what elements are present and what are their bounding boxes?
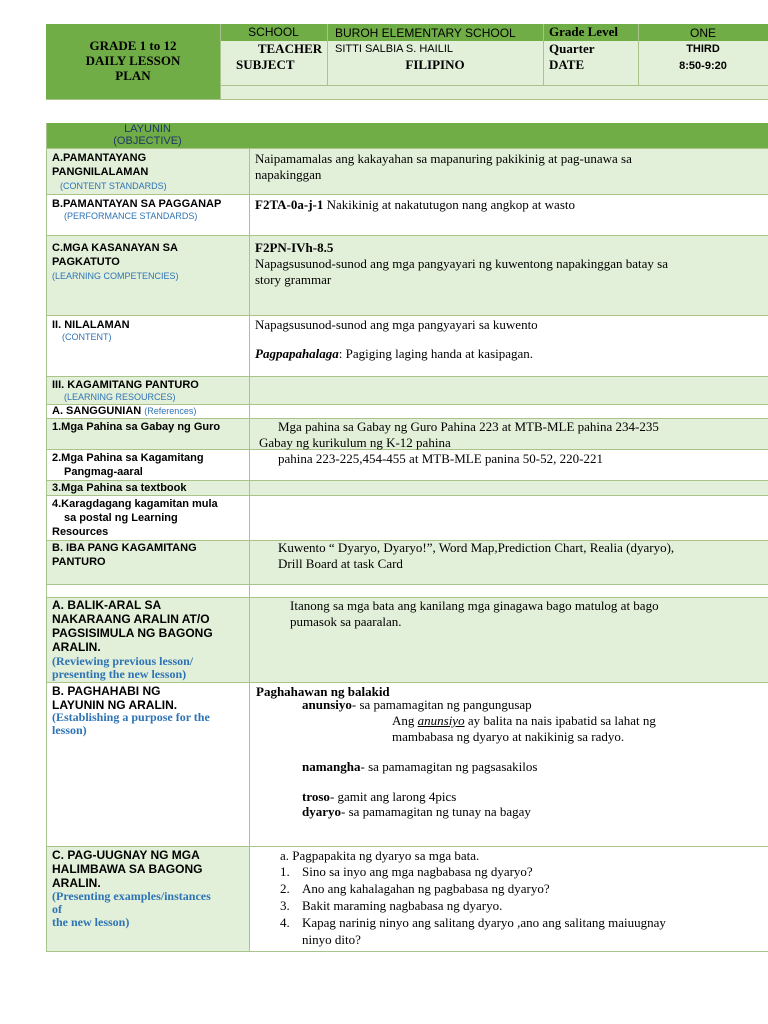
examples-item-text: Ano ang kahalagahan ng pagbabasa ng dyaryo? (302, 881, 550, 896)
additional-materials-label-line3: Resources (52, 526, 109, 538)
vocab-troso (302, 789, 456, 805)
vocab-anunsiyo (302, 697, 532, 713)
additional-materials-label (52, 497, 218, 539)
objective-title-line2: (OBJECTIVE) (113, 135, 182, 147)
examples-item-num: 3. (280, 898, 290, 913)
learning-competencies-text (255, 240, 668, 288)
content-label: II. NILALAMAN (52, 319, 130, 331)
vocab-dyaryo (302, 804, 531, 820)
vocab-word: namangha (302, 759, 361, 774)
references-sub: (References) (144, 406, 197, 416)
purpose-label-line2: LAYUNIN NG ARALIN. (52, 698, 178, 712)
review-sub-line2: presenting the new lesson) (52, 667, 187, 681)
references-label-text: A. SANGGUNIAN (52, 405, 142, 417)
content-values-label: Pagpapahalaga (255, 346, 339, 361)
examples-item-text: Bakit maraming nagbabasa ng dyaryo. (302, 898, 503, 913)
content-text: Napagsusunod-sunod ang mga pangyayari sa kuwento (255, 317, 538, 332)
content-sub: (CONTENT) (62, 332, 112, 342)
purpose-sub-line2: lesson) (52, 723, 87, 737)
performance-standards-code: F2TA-0a-j-1 (255, 197, 324, 212)
vocab-example-word: anunsiyo (417, 713, 465, 728)
date-value: 8:50-9:20 (679, 60, 727, 72)
examples-label-line2: HALIMBAWA SA BAGONG (52, 862, 203, 876)
examples-item (280, 881, 760, 898)
examples-list (280, 864, 760, 949)
examples-item (280, 898, 760, 915)
references-label (52, 404, 196, 418)
header-title-line: PLAN (115, 68, 151, 83)
objective-title (46, 123, 249, 147)
content-standards-label-line2: PANGNILALAMAN (52, 166, 149, 178)
vocab-example-post: ay balita na nais ipabatid sa lahat ng (464, 713, 656, 728)
subject-value: FILIPINO (405, 57, 465, 72)
examples-sub (52, 890, 211, 929)
examples-item-num: 1. (280, 864, 290, 879)
learner-materials-text: pahina 223-225,454-455 at MTB-MLE panina 50-52, 220-221 (278, 451, 603, 466)
vocab-def: - sa pamamagitan ng tunay na bagay (341, 804, 531, 819)
content-values-text: : Pagiging laging handa at kasipagan. (338, 346, 534, 361)
header-bottom-row (220, 86, 768, 99)
examples-item-cont-text: ninyo dito? (302, 932, 361, 947)
purpose-sub-line1: (Establishing a purpose for the (52, 710, 210, 724)
content-values (255, 346, 533, 362)
learning-competencies-text-line2: story grammar (255, 272, 332, 287)
examples-item-cont (280, 932, 760, 949)
vocab-example-pre: Ang (392, 713, 418, 728)
examples-sub-line1: (Presenting examples/instances (52, 889, 211, 903)
resources-sub: (LEARNING RESOURCES) (64, 392, 176, 402)
review-label-line3: PAGSISIMULA NG BAGONG (52, 626, 213, 640)
school-value: BUROH ELEMENTARY SCHOOL (335, 26, 516, 40)
review-label-line1: A. BALIK-ARAL SA (52, 598, 162, 612)
learning-competencies-label-line2: PAGKATUTO (52, 256, 120, 268)
examples-item-num: 2. (280, 881, 290, 896)
quarter-label: Quarter (549, 41, 595, 56)
content-standards-text (255, 151, 632, 183)
other-resources-label-line1: B. IBA PANG KAGAMITANG (52, 542, 197, 554)
teacher-guide-label: 1.Mga Pahina sa Gabay ng Guro (52, 421, 221, 433)
learning-competencies-sub: (LEARNING COMPETENCIES) (52, 271, 179, 281)
purpose-sub (52, 711, 210, 737)
examples-label-line3: ARALIN. (52, 876, 101, 890)
vocab-def: - sa pamamagitan ng pagsasakilos (360, 759, 538, 774)
review-label-line2: NAKARAANG ARALIN AT/O (52, 612, 210, 626)
vocab-word: anunsiyo (302, 697, 352, 712)
grade-level-value: ONE (689, 26, 716, 40)
unlocking-heading: Paghahawan ng balakid (256, 684, 390, 699)
performance-standards-text (255, 197, 575, 213)
examples-item (280, 864, 760, 881)
content-standards-text-line1: Naipamamalas ang kakayahan sa mapanuring pakikinig at pag-unawa sa (255, 151, 632, 166)
header-title (46, 38, 220, 83)
vocab-def: - sa pamamagitan ng pangungusap (351, 697, 532, 712)
content-standards-label (52, 151, 148, 179)
examples-item-text: Kapag narinig ninyo ang salitang dyaryo ,ano ang salitang maiuugnay (302, 915, 666, 930)
review-text-line1: Itanong sa mga bata ang kanilang mga ginagawa bago matulog at bago (290, 598, 659, 613)
examples-sub-line2: of (52, 902, 62, 916)
teacher-guide-text-line1: Mga pahina sa Gabay ng Guro Pahina 223 at MTB-MLE pahina 234-235 (278, 419, 659, 434)
vocab-example-line2: mambabasa ng dyaryo at nakikinig sa radyo. (392, 729, 625, 744)
header-title-line: GRADE 1 to 12 (89, 38, 177, 53)
review-sub (52, 655, 193, 681)
examples-intro: a. Pagpapakita ng dyaryo sa mga bata. (280, 848, 480, 863)
purpose-label (52, 684, 177, 712)
learner-materials-label-line1: 2.Mga Pahina sa Kagamitang (52, 452, 204, 464)
objective-title-line1: LAYUNIN (124, 123, 171, 135)
purpose-label-line1: B. PAGHAHABI NG (52, 684, 161, 698)
other-resources-label (52, 541, 197, 569)
content-standards-sub: (CONTENT STANDARDS) (60, 181, 167, 191)
examples-label (52, 848, 202, 890)
teacher-guide-text-line2: Gabay ng kurikulum ng K-12 pahina (259, 435, 451, 450)
other-resources-text-line2: Drill Board at task Card (278, 556, 403, 571)
content-standards-text-line2: napakinggan (255, 167, 322, 182)
vocab-example (392, 713, 656, 729)
performance-standards-desc: Nakikinig at nakatutugon nang angkop at wasto (323, 197, 575, 212)
grade-level-label: Grade Level (549, 24, 618, 39)
school-label: SCHOOL (248, 25, 299, 39)
review-label-line4: ARALIN. (52, 640, 101, 654)
teacher-guide-text (259, 419, 659, 451)
other-resources-text (278, 540, 674, 572)
learner-materials-label-line2: Pangmag-aaral (64, 466, 143, 478)
other-resources-text-line1: Kuwento “ Dyaryo, Dyaryo!”, Word Map,Prediction Chart, Realia (dyaryo), (278, 540, 675, 555)
resources-label: III. KAGAMITANG PANTURO (52, 379, 199, 391)
date-label: DATE (549, 57, 585, 72)
review-sub-line1: (Reviewing previous lesson/ (52, 654, 194, 668)
learning-competencies-code: F2PN-IVh-8.5 (255, 240, 334, 255)
additional-materials-label-line1: 4.Karagdagang kagamitan mula (52, 498, 218, 510)
review-label (52, 598, 213, 654)
performance-standards-sub: (PERFORMANCE STANDARDS) (64, 211, 198, 221)
examples-label-line1: C. PAG-UUGNAY NG MGA (52, 848, 200, 862)
learner-materials-label (52, 451, 204, 479)
quarter-value: THIRD (686, 43, 720, 55)
content-standards-label-line1: A.PAMANTAYANG (52, 152, 147, 164)
review-text (290, 598, 659, 630)
learning-competencies-text-line1: Napagsusunod-sunod ang mga pangyayari ng kuwentong napakinggan batay sa (255, 256, 669, 271)
additional-materials-label-line2: sa postal ng Learning (64, 512, 178, 524)
review-text-line2: pumasok sa paaralan. (290, 614, 402, 629)
examples-item-text: Sino sa inyo ang mga nagbabasa ng dyaryo? (302, 864, 533, 879)
vocab-word: dyaryo (302, 804, 341, 819)
learning-competencies-label (52, 241, 178, 269)
teacher-value: SITTI SALBIA S. HAILIL (335, 43, 453, 55)
learning-competencies-label-line1: C.MGA KASANAYAN SA (52, 242, 178, 254)
textbook-label: 3.Mga Pahina sa textbook (52, 482, 187, 494)
examples-sub-line3: the new lesson) (52, 915, 130, 929)
performance-standards-label: B.PAMANTAYAN SA PAGGANAP (52, 198, 222, 210)
vocab-namangha (302, 759, 537, 775)
subject-label: SUBJECT (236, 57, 295, 72)
vocab-word: troso (302, 789, 330, 804)
examples-item-num: 4. (280, 915, 290, 930)
teacher-label: TEACHER (257, 41, 323, 56)
vocab-def: - gamit ang larong 4pics (329, 789, 457, 804)
examples-item (280, 915, 760, 932)
other-resources-label-line2: PANTURO (52, 556, 106, 568)
header-title-line: DAILY LESSON (85, 53, 181, 68)
